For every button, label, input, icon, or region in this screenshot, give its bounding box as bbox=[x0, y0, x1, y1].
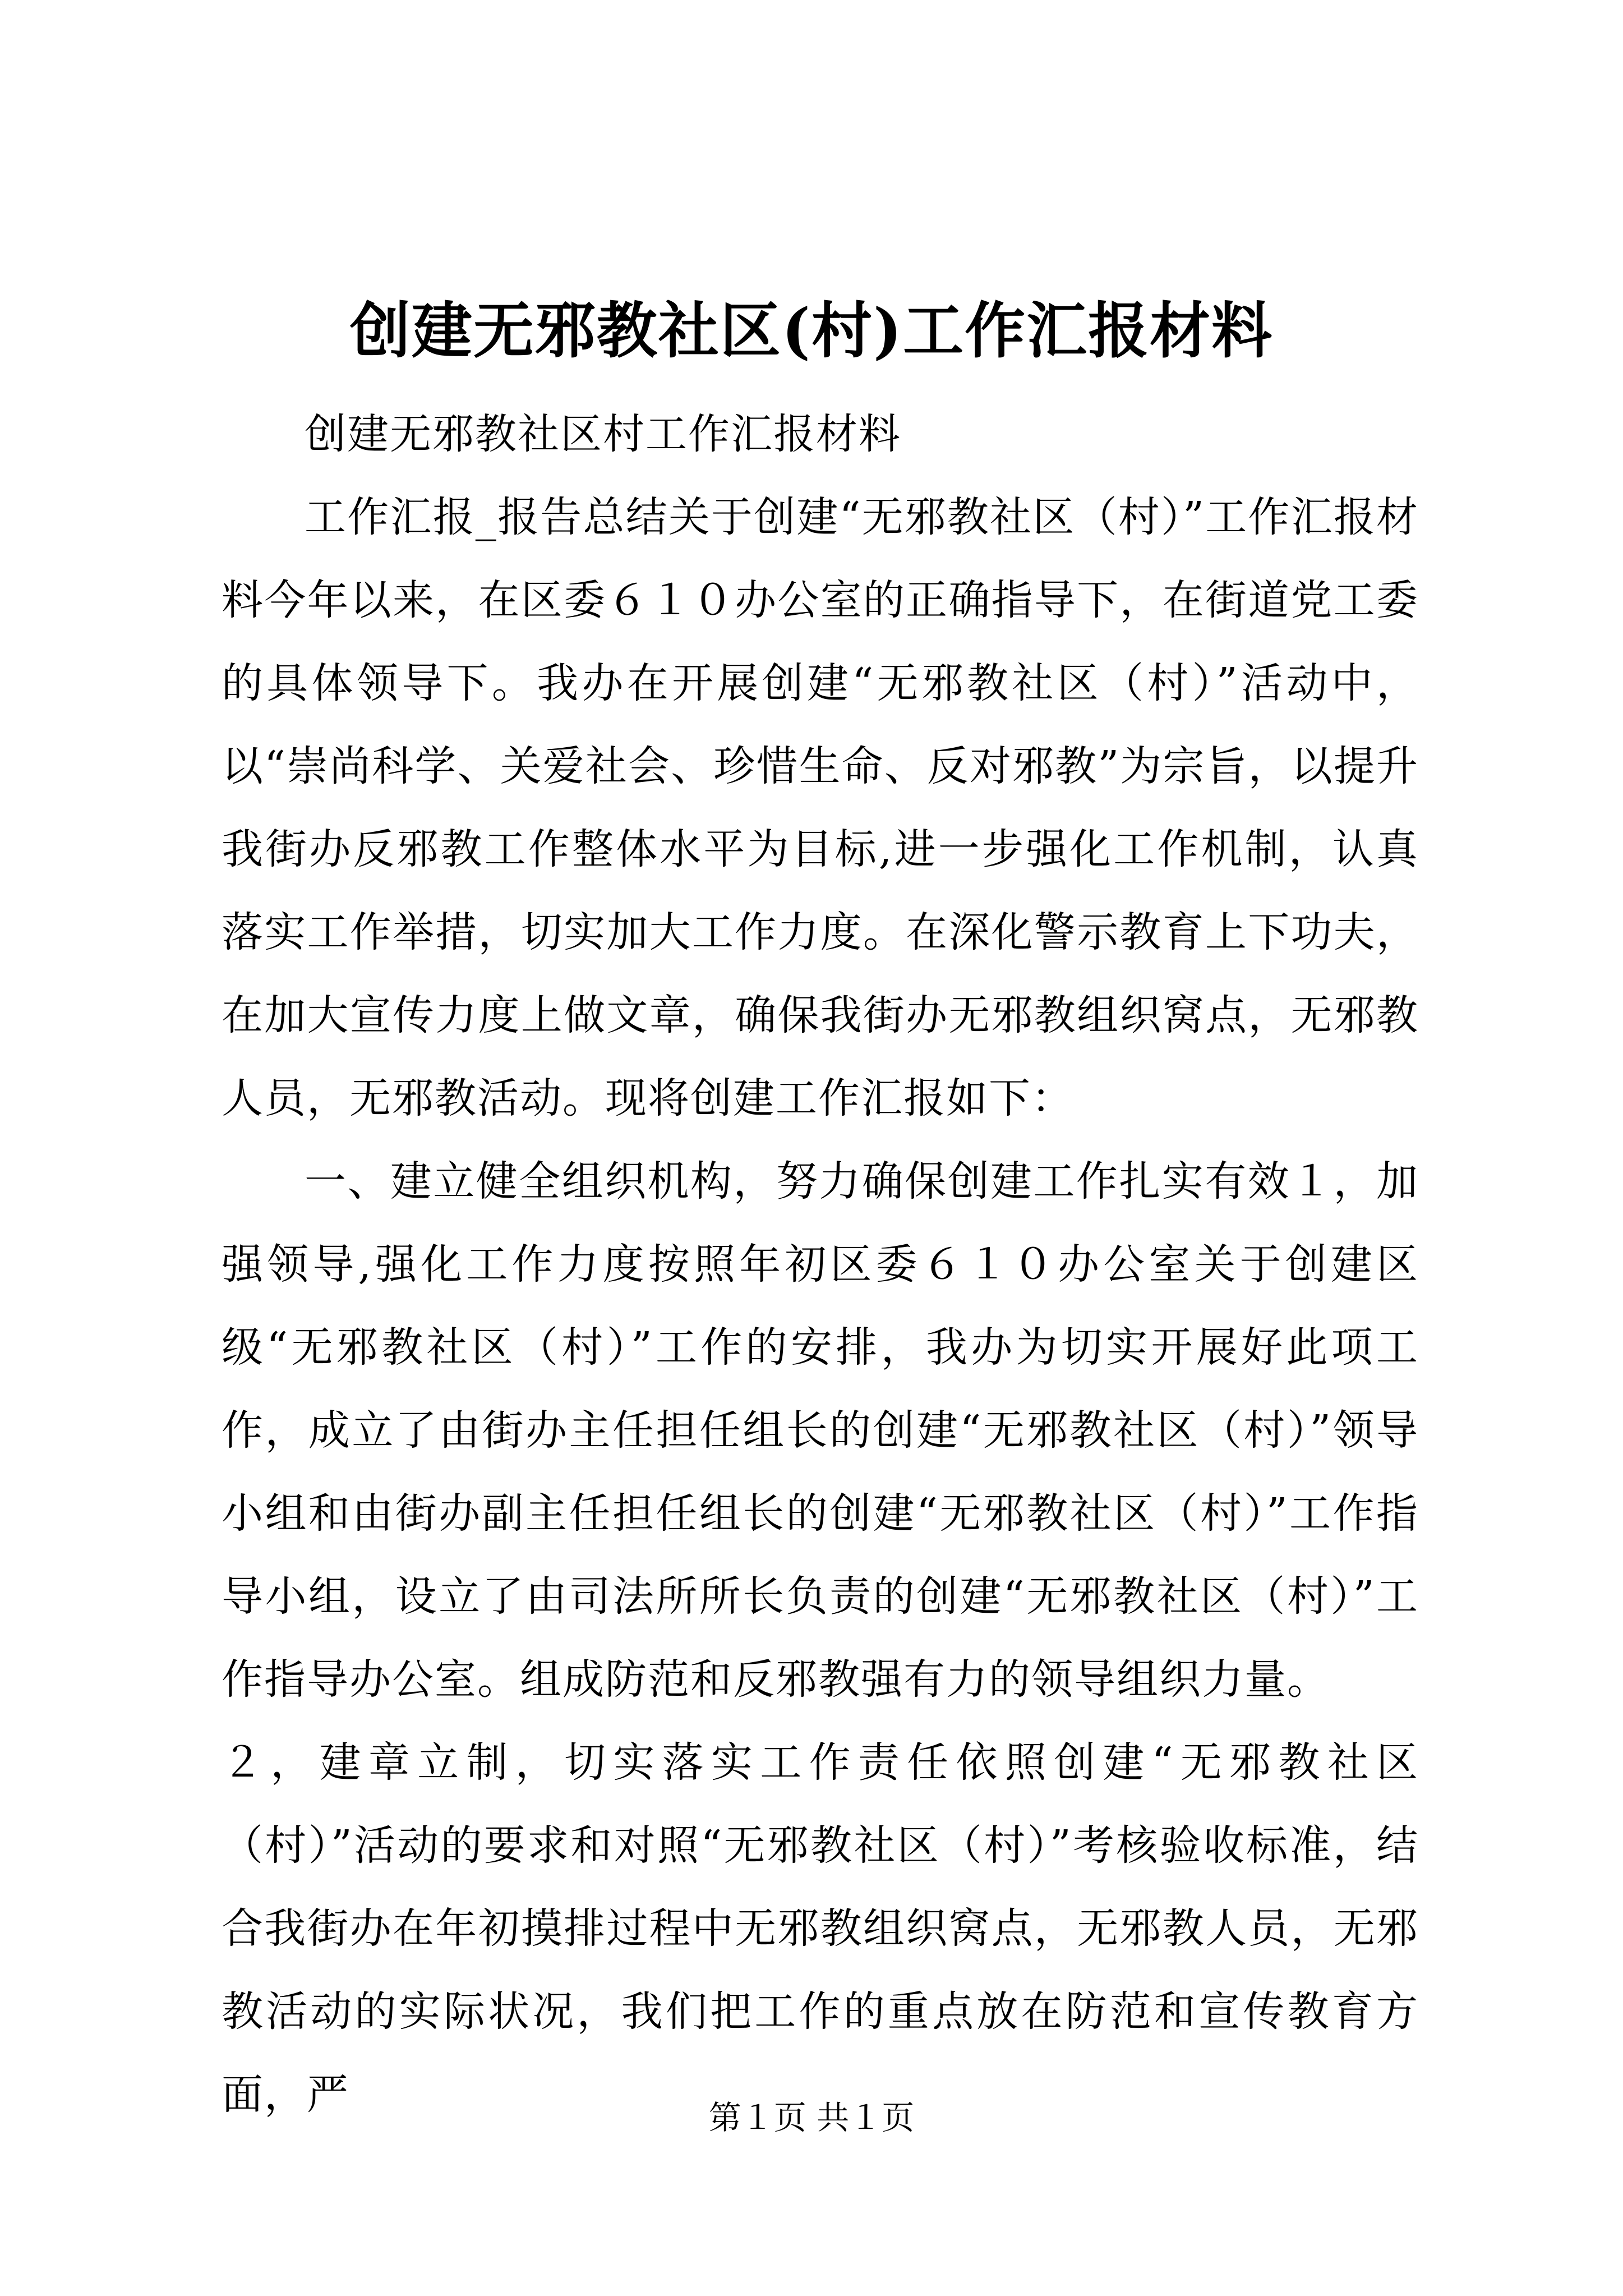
paragraph-intro: 工作汇报_报告总结关于创建“无邪教社区（村）”工作汇报材料今年以来，在区委６１０办公室的正确指导下，在街道党工委的具体领导下。我办在开展创建“无邪教社区（村）”活动中，以“崇尚科学、关爱社会、珍惜生命、反对邪教”为宗旨，以提升我街办反邪教工作整体水平为目标,进一步强化工作机制，认真落实工作举措，切实加大工作力度。在深化警示教育上下功夫，在加大宣传力度上做文章，确保我街办无邪教组织窝点，无邪教人员，无邪教活动。现将创建工作汇报如下： bbox=[222, 493, 1419, 1122]
paragraph-section-one: 一、建立健全组织机构，努力确保创建工作扎实有效１，加强领导,强化工作力度按照年初区委６１０办公室关于创建区级“无邪教社区（村）”工作的安排，我办为切实开展好此项工作，成立了由街办主任担任组长的创建“无邪教社区（村）”领导小组和由街办副主任担任组长的创建“无邪教社区（村）”工作指导小组，设立了由司法所所长负责的创建“无邪教社区（村）”工作指导办公室。组成防范和反邪教强有力的领导组织力量。 bbox=[222, 1157, 1419, 1704]
document-title: 创建无邪教社区(村)工作汇报材料 bbox=[349, 296, 1274, 366]
paragraph-subtitle: 创建无邪教社区村工作汇报材料 bbox=[305, 410, 901, 458]
paragraph-section-two: ２，建章立制，切实落实工作责任依照创建“无邪教社区（村）”活动的要求和对照“无邪教社区（村）”考核验收标准，结合我街办在年初摸排过程中无邪教组织窝点，无邪教人员，无邪教活动的实际状况，我们把工作的重点放在防范和宣传教育方面，严 bbox=[222, 1738, 1419, 2119]
document-body bbox=[222, 393, 1419, 2136]
page-footer: 第１页 共１页 bbox=[708, 2099, 915, 2137]
